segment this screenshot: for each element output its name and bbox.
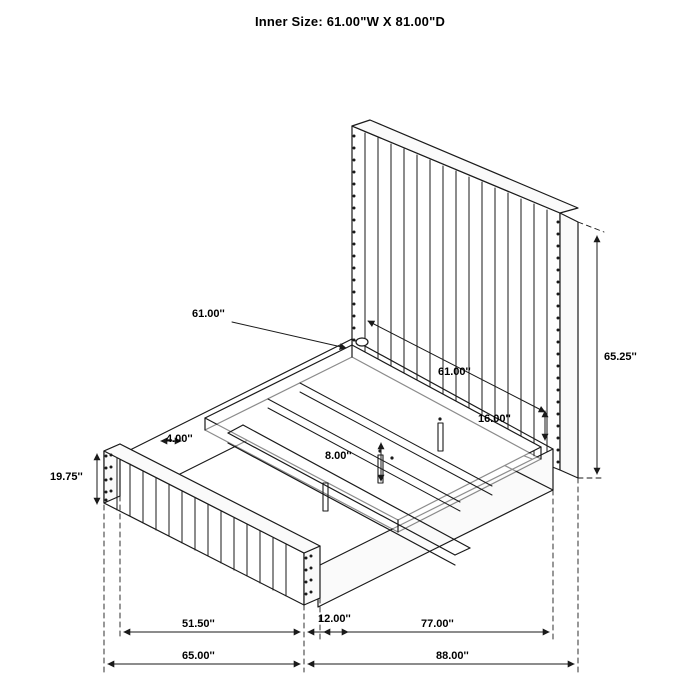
dimension-label-side-rail-length: 77.00'': [421, 618, 454, 630]
dimension-label-headboard-height: 65.25'': [604, 351, 637, 363]
dimension-label-overall-depth: 88.00'': [436, 650, 469, 662]
dimension-label-footboard-height: 19.75'': [50, 471, 83, 483]
dimension-label-slat-clearance-height: 16.00'': [478, 413, 511, 425]
dimension-label-inner-width-callout: 61.00'': [192, 308, 225, 320]
dimension-label-footboard-width: 51.50'': [182, 618, 215, 630]
dimension-label-footboard-post-depth: 12.00'': [318, 613, 351, 625]
dimension-label-overall-width: 65.00'': [182, 650, 215, 662]
leader-lines: [232, 322, 346, 348]
dimension-label-center-support-height: 8.00'': [325, 450, 352, 462]
dimension-label-mattress-width: 61.00'': [438, 366, 471, 378]
page-title: Inner Size: 61.00"W X 81.00"D: [254, 14, 446, 29]
dimension-label-rail-thickness: 4.00'': [166, 433, 193, 445]
